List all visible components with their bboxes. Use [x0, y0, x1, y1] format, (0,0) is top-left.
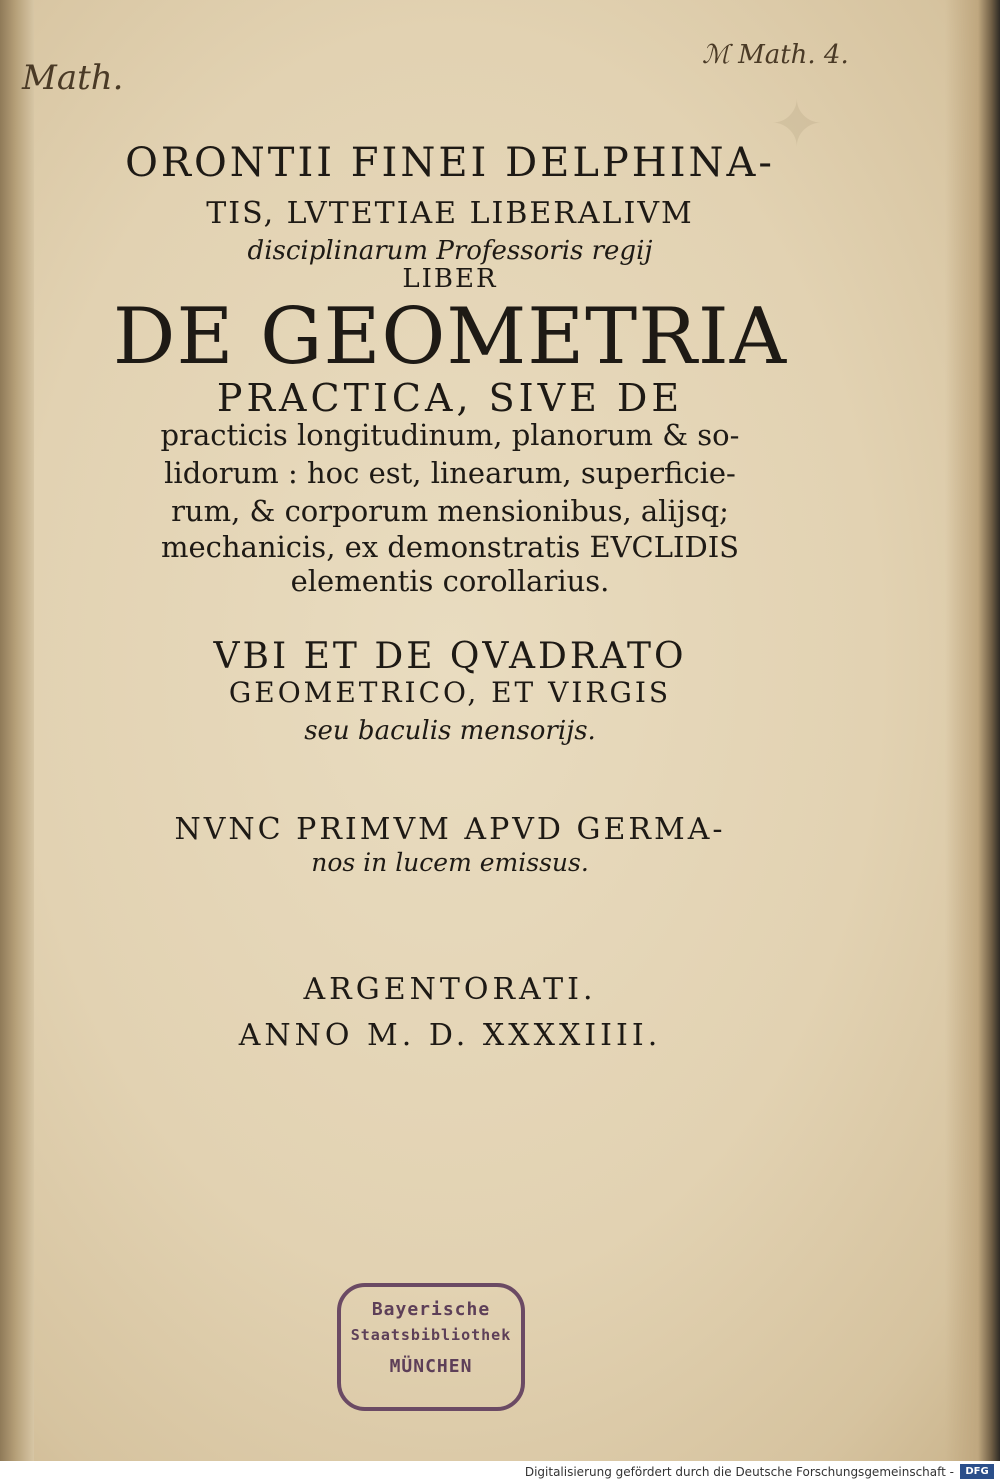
- bleed-through-text: ✦: [770, 88, 824, 162]
- page-edge-shadow: [945, 0, 1000, 1461]
- handwritten-shelfmark-left: Math.: [22, 58, 124, 98]
- subtitle-line-3: seu baculis mensorijs.: [304, 716, 596, 746]
- body-line-3: rum, & corporum mensionibus, alijsq;: [171, 494, 729, 528]
- title-line-2: TIS, LVTETIAE LIBERALIVM: [206, 196, 694, 231]
- footer-bar: [0, 1461, 1000, 1483]
- body-line-5: elementis corollarius.: [290, 564, 610, 598]
- main-title: DE GEOMETRIA: [112, 292, 788, 382]
- title-line-practica: PRACTICA, SIVE DE: [216, 376, 684, 420]
- body-line-1: practicis longitudinum, planorum & so-: [160, 418, 740, 452]
- imprint-place: ARGENTORATI.: [303, 972, 597, 1007]
- title-line-3: disciplinarum Professoris regij: [247, 236, 653, 266]
- stamp-line-2: Staatsbibliothek: [350, 1326, 512, 1344]
- footer-credit: Digitalisierung gefördert durch die Deutsche Forschungsgemeinschaft -: [524, 1465, 954, 1479]
- body-line-4: mechanicis, ex demonstratis EVCLIDIS: [160, 530, 740, 564]
- body-line-2: lidorum : hoc est, linearum, superficie-: [164, 456, 736, 490]
- imprint-year: ANNO M. D. XXXXIIII.: [238, 1018, 662, 1053]
- book-spine: [0, 0, 34, 1461]
- title-line-1: ORONTII FINEI DELPHINA-: [125, 140, 775, 186]
- subtitle-line-2: GEOMETRICO, ET VIRGIS: [228, 676, 672, 709]
- library-stamp: [337, 1283, 525, 1411]
- handwritten-shelfmark-right: ℳ Math. 4.: [702, 40, 849, 70]
- stamp-line-3: MÜNCHEN: [389, 1356, 473, 1377]
- stamp-line-1: Bayerische: [371, 1299, 491, 1320]
- edition-line-2: nos in lucem emissus.: [311, 848, 589, 877]
- subtitle-line-1: VBI ET DE QVADRATO: [213, 636, 687, 677]
- dfg-logo-icon: DFG: [960, 1464, 994, 1479]
- title-line-liber: LIBER: [402, 264, 498, 294]
- edition-line-1: NVNC PRIMVM APVD GERMA-: [174, 812, 726, 847]
